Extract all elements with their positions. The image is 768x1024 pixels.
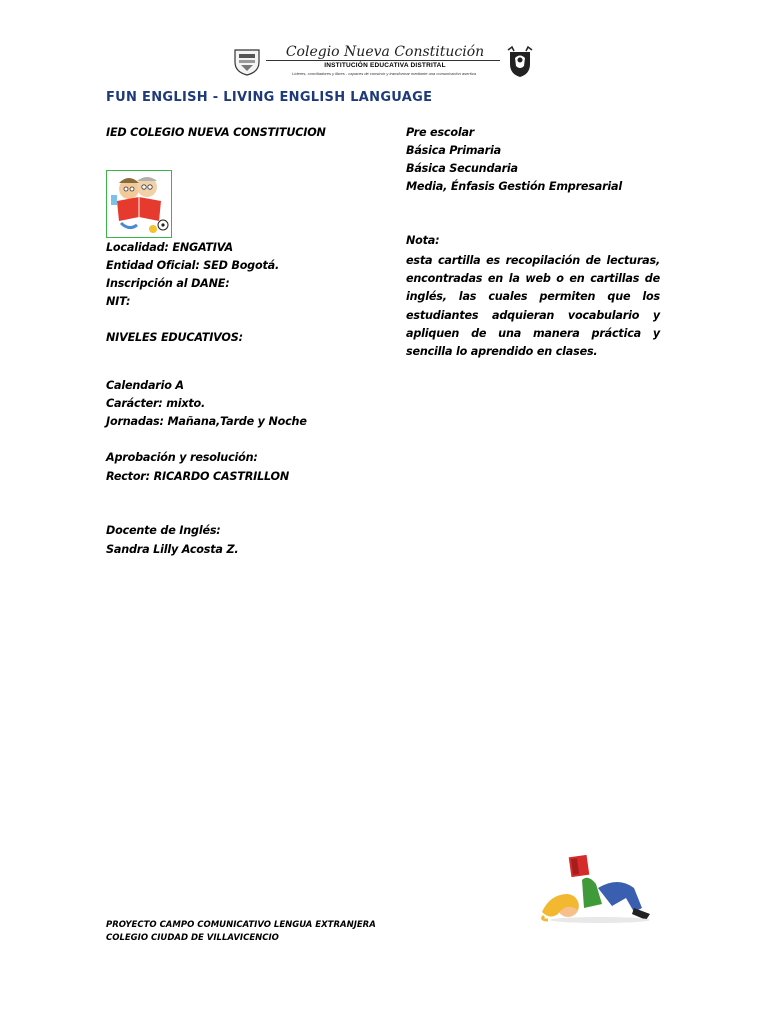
child-lying-reading-illustration (538, 854, 656, 926)
caracter: Carácter: mixto. (106, 397, 206, 410)
children-reading-book-illustration (106, 170, 172, 238)
nit: NIT: (106, 295, 131, 308)
docente-name: Sandra Lilly Acosta Z. (106, 543, 239, 556)
school-name-logo: Colegio Nueva Constitución (285, 44, 485, 60)
level-item: Media, Énfasis Gestión Empresarial (406, 180, 623, 193)
rector: Rector: RICARDO CASTRILLON (106, 470, 290, 483)
level-item: Básica Primaria (406, 144, 501, 157)
header-divider (266, 60, 500, 61)
niveles-educativos-heading: NIVELES EDUCATIVOS: (106, 331, 243, 344)
inscripcion-dane: Inscripción al DANE: (106, 277, 230, 290)
calendario: Calendario A (106, 379, 184, 392)
page-title: FUN ENGLISH - LIVING ENGLISH LANGUAGE (106, 90, 433, 105)
school-motto: Líderes, conciliadores y libres - capaces de construir y transformar mediante una comunicación asertiva (292, 71, 476, 76)
bogota-coat-of-arms-icon (506, 46, 534, 78)
footer-school: COLEGIO CIUDAD DE VILLAVICENCIO (106, 933, 279, 943)
jornadas: Jornadas: Mañana,Tarde y Noche (106, 415, 307, 428)
level-item: Básica Secundaria (406, 162, 518, 175)
school-name: IED COLEGIO NUEVA CONSTITUCION (106, 126, 326, 139)
institution-subtitle: INSTITUCIÓN EDUCATIVA DISTRITAL (324, 62, 446, 69)
note-label: Nota: (406, 234, 440, 247)
docente-label: Docente de Inglés: (106, 524, 221, 537)
level-item: Pre escolar (406, 126, 475, 139)
localidad: Localidad: ENGATIVA (106, 241, 233, 254)
entidad-oficial: Entidad Oficial: SED Bogotá. (106, 259, 280, 272)
footer-project: PROYECTO CAMPO COMUNICATIVO LENGUA EXTRANJERA (106, 920, 376, 930)
aprobacion-resolucion: Aprobación y resolución: (106, 451, 258, 464)
note-text: esta cartilla es recopilación de lecturas, encontradas en la web o en cartillas de inglés, las cuales permiten que los estudiantes adquieran vocabulario y apliquen de una manera práctica y sencilla lo aprendido en clases. (406, 254, 660, 359)
